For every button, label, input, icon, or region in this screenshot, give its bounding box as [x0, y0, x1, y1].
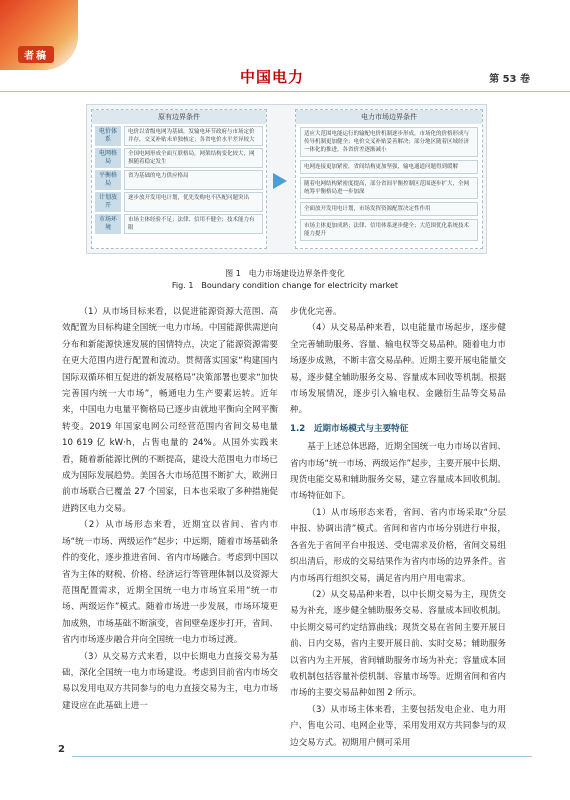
- figure-row: [95, 170, 263, 190]
- right-box: 全面放开发用电计划，市场发挥资源配置决定性作用: [300, 202, 478, 216]
- row-text: 电价以省级电网为基础，发输电环节政府与市场定价并存，交叉补贴未单独核定；各省电价水平差异较大: [124, 126, 263, 146]
- figure-row: [95, 148, 263, 168]
- figure-1: [86, 104, 487, 254]
- row-text: 省为基础的电力供应格局: [124, 170, 263, 190]
- volume-label: 第 53 卷: [489, 74, 530, 85]
- figure-caption-cn: 图 1 电力市场建设边界条件变化: [225, 269, 345, 278]
- figure-row: [95, 126, 263, 146]
- paragraph: 步优化完善。: [290, 307, 342, 317]
- right-panel-title: 电力市场边界条件: [296, 110, 482, 124]
- corner-label: 者稿: [18, 46, 54, 63]
- row-category: 计划放开: [95, 192, 121, 212]
- paragraph: （2）从市场形态来看，近期宜以省间、省内市场“统一市场、两级运作”起步；中远期，随着市场基础条件的变化，逐步推进省间、省内市场融合。考虑到中国以省为主体的财税、价格、经济运行等管理体制以及资源大范围配置需求，近期全国统一电力市场宜采用“统一市场、两级运作”模式。随着市场进一步发展，市场环境更加成熟，市场基础不断演变，省间壁垒逐步打开，省间、省内市场逐步融合并向全国统一电力市场过渡。: [62, 520, 278, 646]
- right-arrow-icon: [273, 173, 287, 189]
- figure-right-panel: [295, 109, 483, 249]
- paragraph: （1）从市场形态来看，省间、省内市场采取“分层申报、协调出清”模式。省间和省内市场分别进行申报，各省先于省间平台申报送、受电需求及价格，省间交易组织出清后，形成的交易结果作为省内市场的边界条件。省内市场再行组织交易，满足省内用户用电需求。: [290, 507, 506, 584]
- page-number: 2: [58, 744, 65, 755]
- row-category: 电网格局: [95, 148, 121, 168]
- left-panel-title: 原有边界条件: [92, 110, 266, 124]
- right-column: [290, 304, 506, 751]
- paragraph: （4）从交易品种来看，以电能量市场起步，逐步健全完善辅助服务、容量、输电权等交易品种。随着电力市场逐步成熟，不断丰富交易品种。近期主要开展电能量交易，逐步健全辅助服务交易、容量成本回收等机制。根据市场发展情况，逐步引入输电权、金融衍生品等交易品种。: [290, 323, 506, 416]
- paragraph: 基于上述总体思路，近期全国统一电力市场以省间、省内市场“统一市场、两级运作”起步，主要开展中长期、现货电能交易和辅助服务交易，建立容量成本回收机制。市场特征如下。: [290, 442, 506, 502]
- paragraph: （1）从市场目标来看，以促进能源资源大范围、高效配置为目标构建全国统一电力市场。中国能源供需逆向分布和新能源快速发展的国情特点，决定了能源资源需要在更大范围内进行配置和流动。贯彻落实国家“构建国内国际双循环相互促进的新发展格局”决策部署也要求“加快完善国内统一大市场”，畅通电力生产要素运转。近年来，中国电力电量平衡格局已逐步由就地平衡向全网平衡转变。2019 年国家电网公司经营范围内省间交易电量 10 619 亿 kW·h，占售电量的 24%。从国外实践来看，随着新能源比例的不断提高，建设大范围电力市场已成为国际发展趋势。美国各大市场范围不断扩大，欧洲日前市场联合已覆盖 27 个国家，日本也采取了多种措施促进跨区电力交易。: [62, 307, 278, 514]
- right-box: 电网连接更加紧密，省间结构更加坚强，输电通道问题得到缓解: [300, 160, 478, 174]
- row-text: 市场主体经验不足；法律、信用不健全；技术能力有限: [124, 214, 263, 234]
- paragraph: （2）从交易品种来看，以中长期交易为主，现货交易为补充，逐步健全辅助服务交易、容量成本回收机制。中长期交易可约定结算曲线；现货交易在省间主要开展日前、日内交易，省内主要开展日前、实时交易；辅助服务以省内为主开展，省间辅助服务市场为补充；容量成本回收机制包括容量补偿机制、容量市场等。近期省间和省内市场的主要交易品种如图 2 所示。: [290, 589, 506, 699]
- right-box: 适应大范围电能运行的输配电价机制逐步形成，市场化的价格形成与传导机制更加健全；电价交叉补贴妥善解决；部分地区随着区域经济一体化的推进，各省价差逐渐减小: [300, 127, 478, 157]
- journal-title: 中国电力: [240, 68, 305, 86]
- left-column: [62, 304, 278, 714]
- right-box: 市场主体更加成熟；法律、信用体系逐步健全；大范围优化系统技术能力提升: [300, 219, 478, 241]
- row-text: 全国电网形成全面互联格局，网架结构变化较大，网损随着稳定发生: [124, 148, 263, 168]
- section-heading: 1.2 近期市场模式与主要特征: [290, 423, 409, 434]
- figure-caption-en: Fig. 1 Boundary condition change for electricity market: [171, 281, 399, 290]
- paragraph: （3）从交易方式来看，以中长期电力直接交易为基础，深化全国统一电力市场建设。考虑到目前省内市场交易以发用电双方共同参与的电力直接交易为主，电力市场建设应在此基础上进一: [62, 651, 278, 711]
- paragraph: （3）从市场主体来看，主要包括发电企业、电力用户、售电公司、电网企业等，采用发用双方共同参与的双边交易方式。初期用户侧可采用: [290, 704, 506, 748]
- figure-row: [95, 214, 263, 234]
- row-category: 市场环境: [95, 214, 121, 234]
- row-text: 逐步放开发用电计划，优先发购电不匹配问题突出: [124, 192, 263, 212]
- row-category: 电价体系: [95, 126, 121, 146]
- figure-left-panel: [91, 109, 267, 249]
- figure-row: [95, 192, 263, 212]
- corner-decoration: [0, 0, 78, 70]
- right-box: 随着电网结构紧密度提高，部分省间平衡控制区范围逐步扩大，全网统筹平衡格局进一步加深: [300, 177, 478, 199]
- row-category: 平衡格局: [95, 170, 121, 190]
- footer-rule: [72, 756, 532, 757]
